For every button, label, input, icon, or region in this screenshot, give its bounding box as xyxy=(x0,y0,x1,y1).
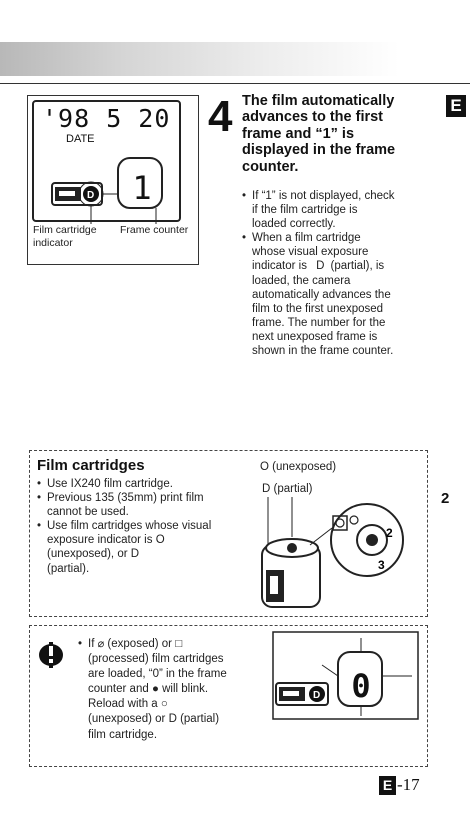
partial-symbol-icon: D xyxy=(262,483,271,495)
partial-symbol-icon: D xyxy=(168,713,177,726)
lcd-date-readout: '98 5 20 xyxy=(42,104,171,133)
unexposed-symbol-icon: ○ xyxy=(160,698,168,711)
legend-unexposed: O (unexposed) xyxy=(260,461,337,473)
svg-text:D: D xyxy=(313,690,321,701)
section-number: 2 xyxy=(441,490,450,507)
unexposed-symbol-icon: O xyxy=(155,534,165,547)
legend-partial: D (partial) xyxy=(262,483,313,495)
step-note-2: • When a film cartridge whose visual exposure indicator is D (partial), is loaded, the camera automatically advances the film to the first unexposed frame. The number for the next unexposed frame is shown in the frame counter. xyxy=(242,231,430,358)
film-note-2: • Previous 135 (35mm) print film cannot be used. xyxy=(37,491,259,519)
cartridge-d-icon: ● xyxy=(151,683,159,696)
step-number: 4 xyxy=(208,92,233,141)
frame-counter-digit: 1 xyxy=(132,169,152,207)
partial-symbol-icon: D xyxy=(316,260,325,273)
film-cartridges-title: Film cartridges xyxy=(37,457,145,474)
exposed-symbol-icon: ⌀ xyxy=(97,638,105,650)
language-tab: E xyxy=(446,95,466,117)
lcd-date-label: DATE xyxy=(66,133,95,145)
warning-note: • If ⌀ (exposed) or □ (processed) film cartridges are loaded, “0” in the frame counter and ● will blink. Reload with a ○ (unexposed) or D (partial) film cartridge. xyxy=(78,637,266,743)
processed-symbol-icon: □ xyxy=(175,638,183,650)
film-note-1: • Use IX240 film cartridge. xyxy=(37,477,259,491)
label-frame-counter: Frame counter xyxy=(120,224,189,236)
warning-frame-digit: 0 xyxy=(351,667,371,705)
page-number: E -17 xyxy=(379,775,420,795)
film-note-3: • Use film cartridges whose visual exposure indicator is O (unexposed), or D (partial). xyxy=(37,519,259,575)
step-note-1: • If “1” is not displayed, check if the film cartridge is loaded correctly. xyxy=(242,189,430,231)
svg-text:2: 2 xyxy=(386,526,393,540)
unexposed-symbol-icon: O xyxy=(260,461,269,473)
step-title: The film automatically advances to the first frame and “1” is displayed in the frame counter. xyxy=(242,93,396,175)
svg-text:3: 3 xyxy=(378,558,385,572)
svg-text:D: D xyxy=(87,190,95,201)
label-film-cartridge-indicator: Film cartridge indicator xyxy=(33,224,97,249)
partial-symbol-icon: D xyxy=(130,548,140,561)
